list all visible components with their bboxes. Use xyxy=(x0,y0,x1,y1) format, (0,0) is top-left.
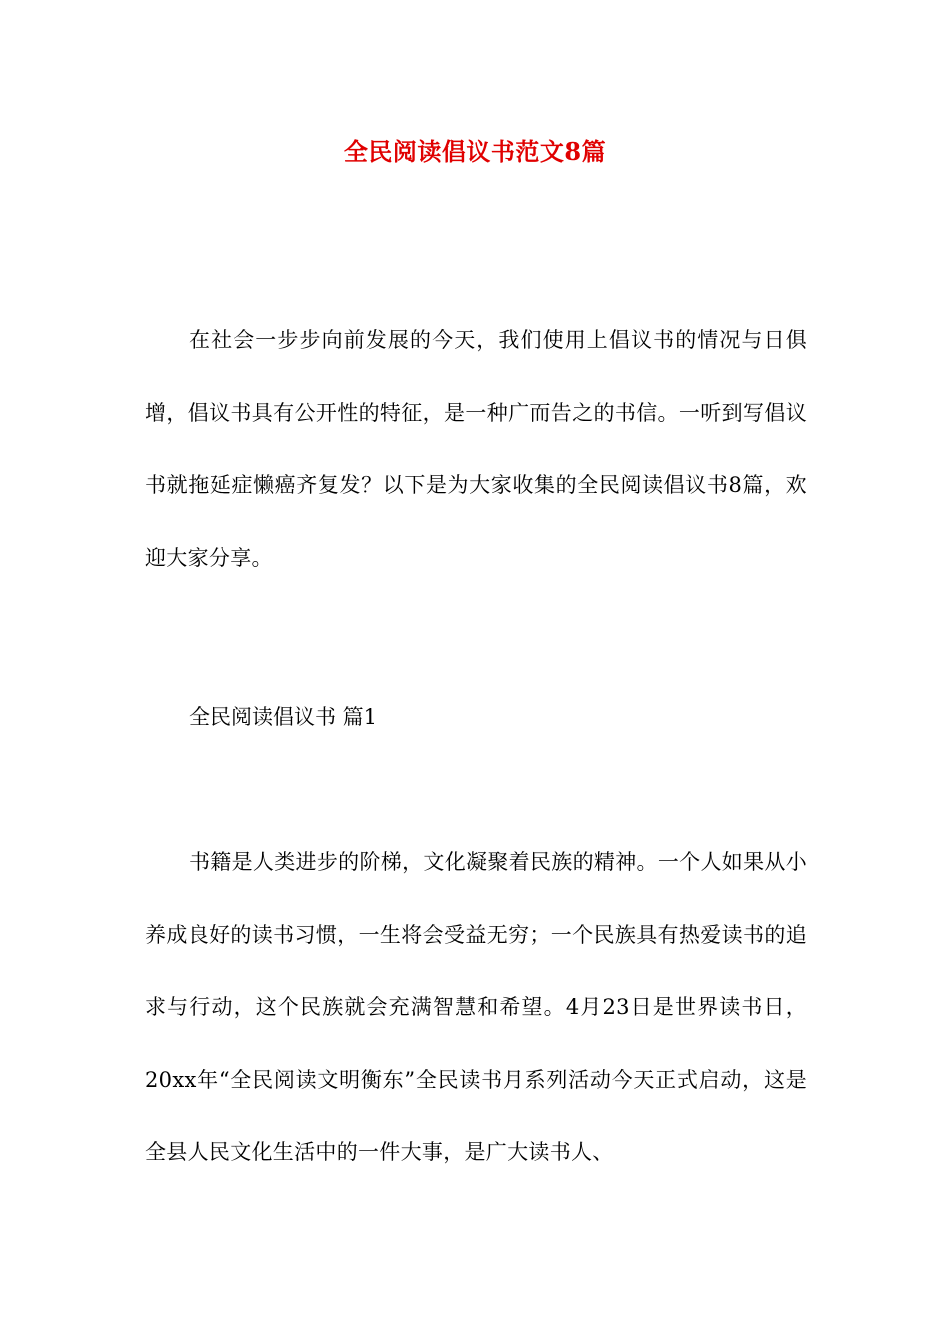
document-title: 全民阅读倡议书范文8篇 xyxy=(343,137,607,166)
section-heading: 全民阅读倡议书 篇1 xyxy=(189,705,378,729)
intro-paragraph: 在社会一步步向前发展的今天，我们使用上倡议书的情况与日俱增，倡议书具有公开性的特征，是一种广而告之的书信。一听到写倡议书就拖延症懒癌齐复发？以下是为大家收集的全民阅读倡议书8篇，欢迎大家分享。 xyxy=(145,328,807,570)
section-body-paragraph: 书籍是人类进步的阶梯，文化凝聚着民族的精神。一个人如果从小养成良好的读书习惯，一生将会受益无穷；一个民族具有热爱读书的追求与行动，这个民族就会充满智慧和希望。4月23日是世界读书日，20xx年“全民阅读文明衡东”全民读书月系列活动今天正式启动，这是全县人民文化生活中的一件大事，是广大读书人、 xyxy=(145,850,807,1164)
